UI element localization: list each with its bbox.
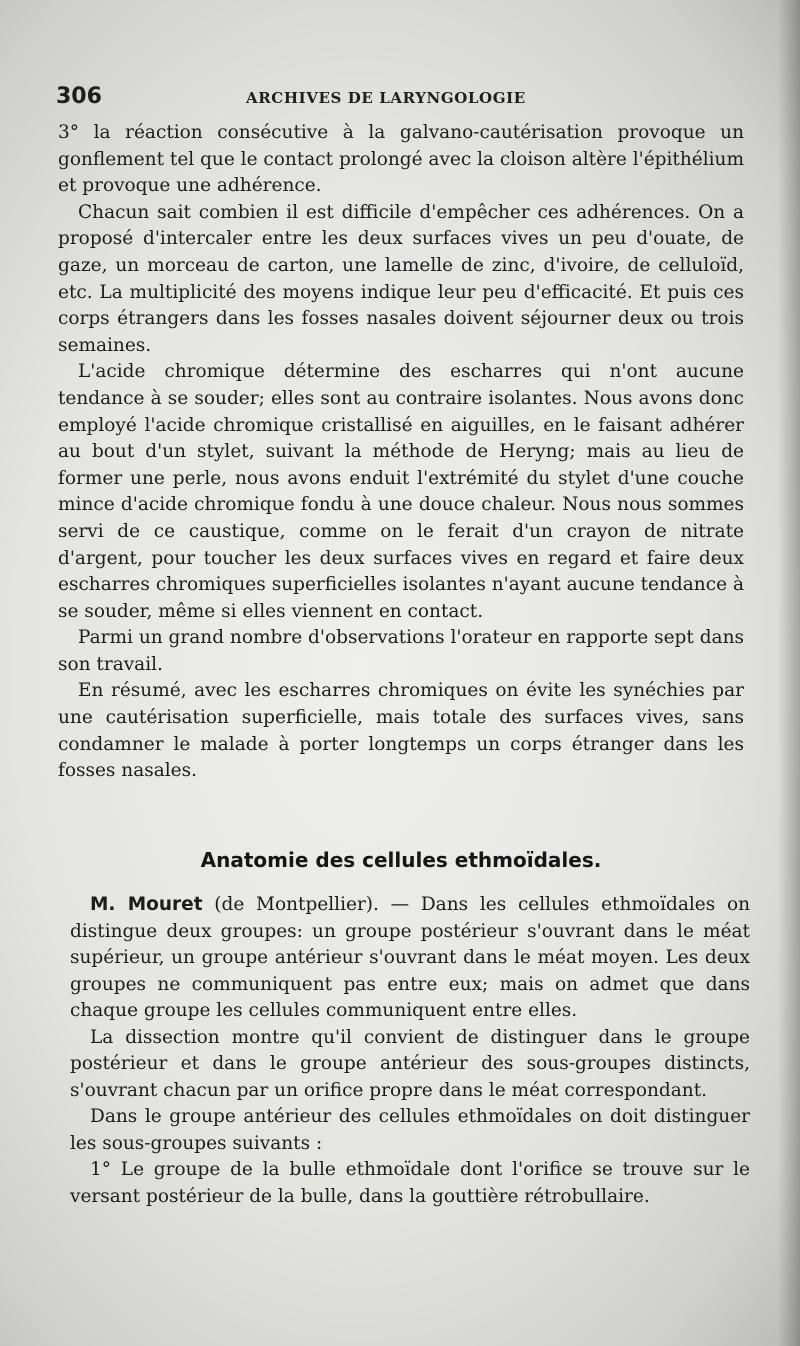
paragraph	[70, 892, 750, 1025]
paragraph-text: (de Montpellier). — Dans les cellules ethmoïdales on distingue deux groupes: un groupe postérieur s'ouvrant dans le méat supérieur, un groupe antérieur s'ouvrant dans le méat moyen. Les deux groupes ne communiquent pas entre eux; mais on admet que dans chaque groupe les cellules communiquent entre elles.	[70, 894, 751, 1021]
paragraph: La dissection montre qu'il convient de distinguer dans le groupe postérieur et dans le groupe antérieur des sous-groupes distincts, s'ouvrant chacun par un orifice propre dans le méat correspondant.	[70, 1026, 750, 1101]
body-text	[58, 120, 744, 785]
paragraph: En résumé, avec les escharres chromiques on évite les synéchies par une cautérisation superficielle, mais totale des surfaces vives, sans condamner le malade à porter longtemps un corps étranger dans les fosses nasales.	[58, 680, 744, 782]
paragraph: 1° Le groupe de la bulle ethmoïdale dont l'orifice se trouve sur le versant postérieur de la bulle, dans la gouttière rétrobullaire.	[70, 1159, 750, 1207]
section-title: Anatomie des cellules ethmoïdales.	[200, 848, 602, 872]
paragraph: 3° la réaction consécutive à la galvano-cautérisation provoque un gonflement tel que le contact prolongé avec la cloison altère l'épithélium et provoque une adhérence.	[58, 122, 744, 197]
running-head: ARCHIVES DE LARYNGOLOGIE	[246, 89, 526, 107]
paragraph: Parmi un grand nombre d'observations l'orateur en rapporte sept dans son travail.	[58, 627, 744, 675]
page-header	[56, 84, 746, 114]
paragraph: Chacun sait combien il est difficile d'empêcher ces adhérences. On a proposé d'intercaler entre les deux surfaces vives un peu d'ouate, de gaze, un morceau de carton, une lamelle de zinc, d'ivoire, de celluloïd, etc. La multiplicité des moyens indique leur peu d'efficacité. Et puis ces corps étrangers dans les fosses nasales doivent séjourner deux ou trois semaines.	[58, 201, 744, 356]
section-body	[70, 892, 750, 1210]
paragraph: Dans le groupe antérieur des cellules ethmoïdales on doit distinguer les sous-groupes suivants :	[70, 1106, 750, 1154]
author-name: M. Mouret	[90, 894, 203, 915]
page-edge-shadow	[778, 0, 800, 1346]
page-number: 306	[56, 84, 102, 109]
paragraph: L'acide chromique détermine des escharres qui n'ont aucune tendance à se souder; elles sont au contraire isolantes. Nous avons donc employé l'acide chromique cristallisé en aiguilles, en le faisant adhérer au bout d'un stylet, suivant la méthode de Heryng; mais au lieu de former une perle, nous avons enduit l'extrémité du stylet d'une couche mince d'acide chromique fondu à une douce chaleur. Nous nous sommes servi de ce caustique, comme on le ferait d'un crayon de nitrate d'argent, pour toucher les deux surfaces vives en regard et faire deux escharres chromiques superficielles isolantes n'ayant aucune tendance à se souder, même si elles viennent en contact.	[58, 361, 744, 622]
